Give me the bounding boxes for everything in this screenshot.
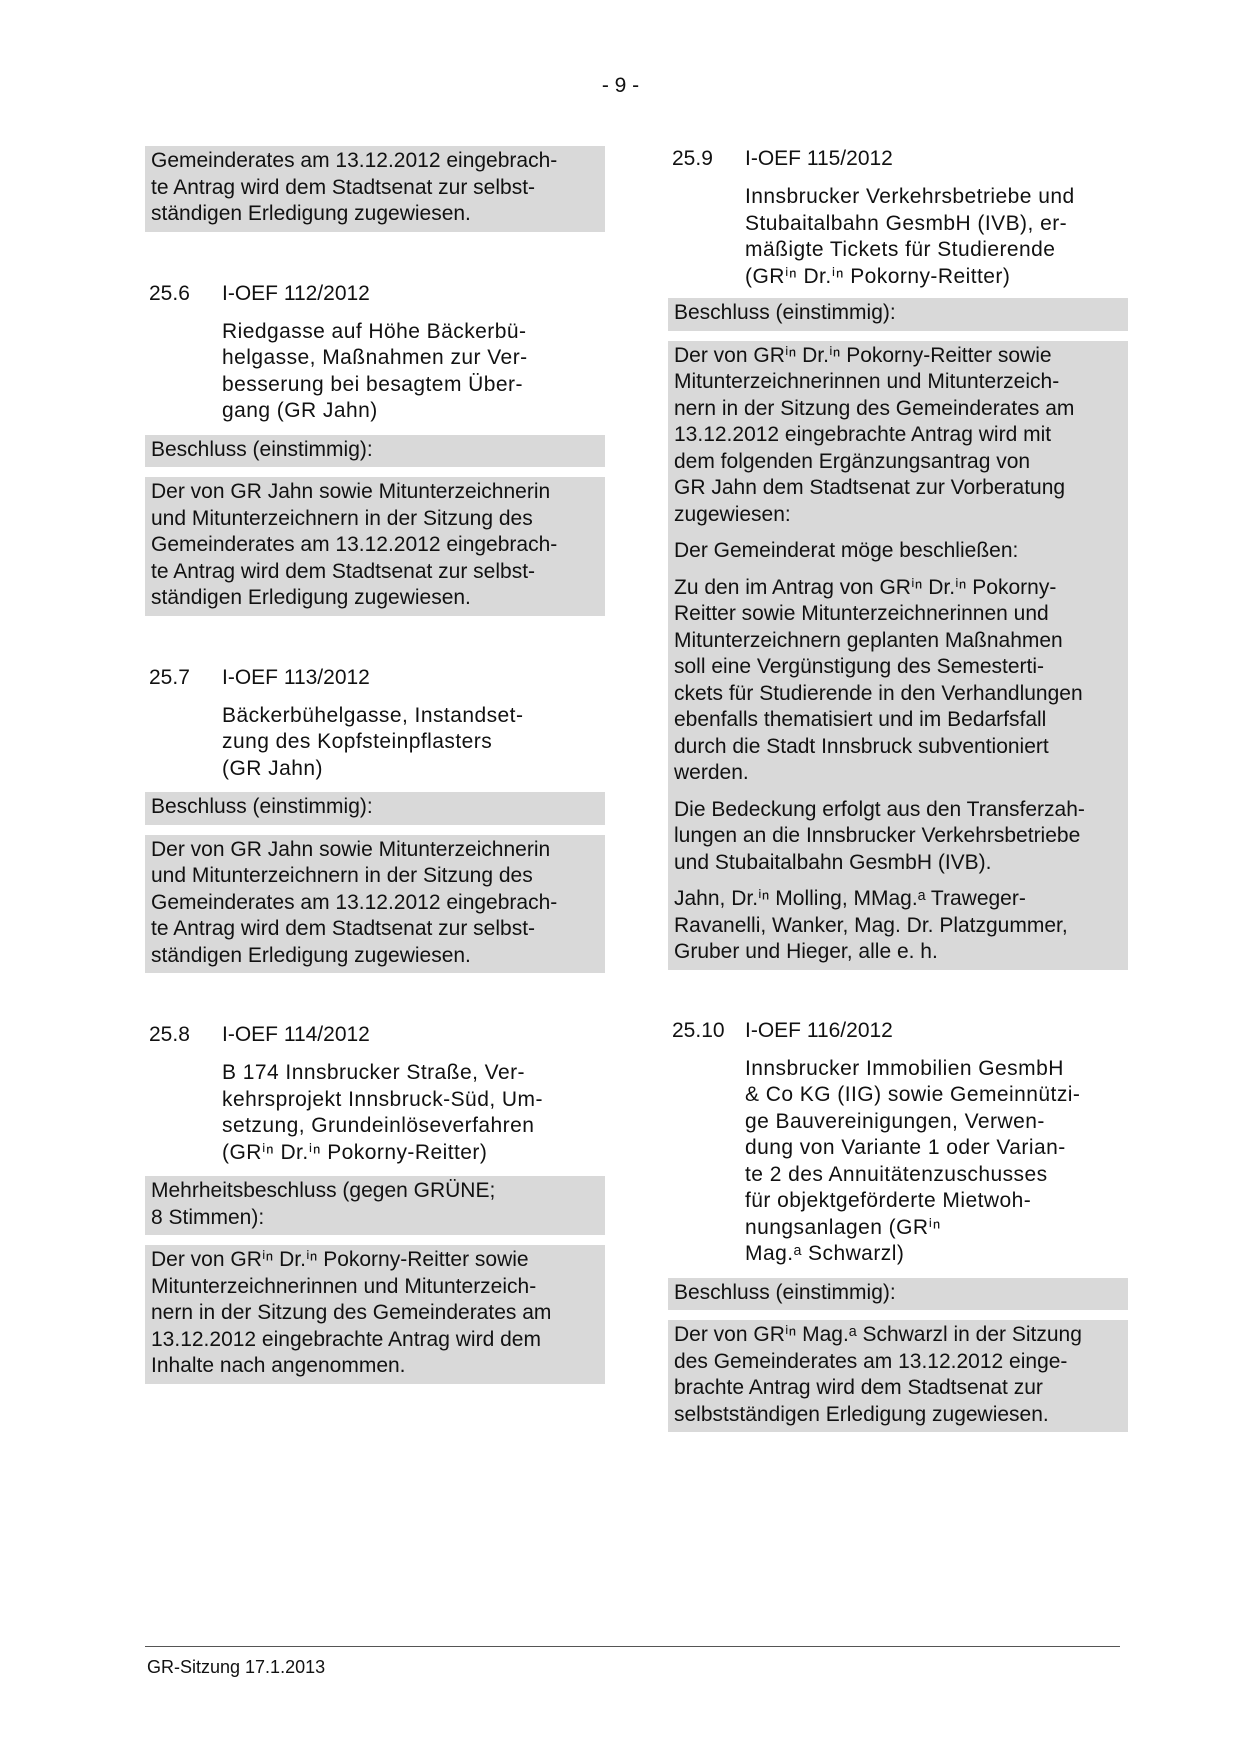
- decision-box: [668, 1278, 1128, 1311]
- decision-paragraph: Der von GRⁱⁿ Dr.ⁱⁿ Pokorny-Reitter sowie Mitunterzeichnerinnen und Mitunterzeich- nern in der Sitzung des Gemeinderates am 13.12.2012 eingebrachte Antrag wird mit dem folgenden Ergänzungsantrag von GR Jahn dem Stadtsenat zur Vorberatung zugewiesen:: [674, 343, 1075, 526]
- decision-box: [668, 298, 1128, 331]
- decision-text: Der von GR Jahn sowie Mitunterzeichnerin und Mitunterzeichnern in der Sitzung des Gemeinderates am 13.12.2012 eingebrach- te Antrag wird dem Stadtsenat zur selbst- ständigen Erledigung zugewiesen.: [151, 837, 558, 967]
- decision-label: Beschluss (einstimmig):: [151, 795, 373, 818]
- item-heading: [668, 1018, 1128, 1044]
- item-code: I-OEF 115/2012: [745, 147, 893, 170]
- decision-text-box: [145, 835, 605, 974]
- decision-text: Der von GRⁱⁿ Mag.ᵃ Schwarzl in der Sitzung des Gemeinderates am 13.12.2012 einge- brachte Antrag wird dem Stadtsenat zur selbstständigen Erledigung zugewiesen.: [674, 1323, 1082, 1426]
- item-code: I-OEF 112/2012: [222, 281, 370, 305]
- item-number: 25.10: [672, 1018, 725, 1042]
- footer-text: GR-Sitzung 17.1.2013: [147, 1657, 326, 1677]
- decision-text-box: [668, 341, 1128, 970]
- footer-divider: [145, 1646, 1120, 1647]
- item-number: 25.6: [149, 281, 190, 305]
- page-number: - 9 -: [601, 74, 640, 97]
- item-title: Bäckerbühelgasse, Instandset- zung des Kopfsteinpflasters (GR Jahn): [222, 703, 524, 780]
- item-number: 25.7: [149, 665, 190, 689]
- item-heading: [145, 1022, 605, 1048]
- item-title: B 174 Innsbrucker Straße, Ver- kehrsprojekt Innsbruck-Süd, Um- setzung, Grundeinlöseverfahren (GRⁱⁿ Dr.ⁱⁿ Pokorny-Reitter): [222, 1061, 543, 1164]
- decision-text-box: [145, 1245, 605, 1384]
- item-title: Innsbrucker Verkehrsbetriebe und Stubaitalbahn GesmbH (IVB), er- mäßigte Tickets für Studierende (GRⁱⁿ Dr.ⁱⁿ Pokorny-Reitter): [745, 185, 1075, 288]
- item-code: I-OEF 113/2012: [222, 665, 370, 689]
- motion-intro: Der Gemeinderat möge beschließen:: [674, 539, 1019, 562]
- item-title: Innsbrucker Immobilien GesmbH & Co KG (IIG) sowie Gemeinnützi- ge Bauvereinigungen, Verwen- dung von Variante 1 oder Varian- te 2 des Annuitätenzuschusses für objektgeförderte Mietwoh- nungsanlagen (GRⁱⁿ Mag.ᵃ Schwarzl): [745, 1056, 1081, 1265]
- item-code: I-OEF 114/2012: [222, 1023, 370, 1046]
- decision-box: [145, 435, 605, 468]
- agenda-item-25-6: [145, 281, 605, 616]
- decision-label: Mehrheitsbeschluss (gegen GRÜNE; 8 Stimmen):: [151, 1179, 496, 1229]
- decision-label: Beschluss (einstimmig):: [674, 1280, 896, 1304]
- funding-text: Die Bedeckung erfolgt aus den Transferzah- lungen an die Innsbrucker Verkehrsbetriebe und Stubaitalbahn GesmbH (IVB).: [674, 797, 1085, 874]
- decision-text-box: [145, 477, 605, 616]
- signatories: Jahn, Dr.ⁱⁿ Molling, MMag.ᵃ Traweger- Ravanelli, Wanker, Mag. Dr. Platzgummer, Gruber und Hieger, alle e. h.: [674, 887, 1068, 963]
- right-column: [668, 146, 1128, 1442]
- decision-box: [145, 792, 605, 825]
- item-code: I-OEF 116/2012: [745, 1018, 893, 1042]
- decision-text-box: [668, 1320, 1128, 1432]
- motion-text: Zu den im Antrag von GRⁱⁿ Dr.ⁱⁿ Pokorny- Reitter sowie Mitunterzeichnerinnen und Mitunterzeichnern geplanten Maßnahmen soll eine Vergünstigung des Semesterti- ckets für Studierende in den Verhandlungen ebenfalls thematisiert und im Bedarfsfall durch die Stadt Innsbruck subventioniert werden.: [674, 575, 1083, 784]
- agenda-item-25-8: [145, 1022, 605, 1384]
- item-number: 25.8: [149, 1023, 190, 1046]
- agenda-item-25-9: [668, 146, 1128, 970]
- left-column: [145, 146, 605, 1394]
- item-heading: [668, 146, 1128, 172]
- continuation-text: Gemeinderates am 13.12.2012 eingebrach- te Antrag wird dem Stadtsenat zur selbst- ständigen Erledigung zugewiesen.: [151, 149, 558, 225]
- decision-label: Beschluss (einstimmig):: [151, 437, 373, 461]
- item-title: Riedgasse auf Höhe Bäckerbü- helgasse, Maßnahmen zur Ver- besserung bei besagtem Über- gang (GR Jahn): [222, 319, 528, 422]
- item-heading: [145, 281, 605, 307]
- decision-label: Beschluss (einstimmig):: [674, 301, 896, 324]
- continuation-box: [145, 146, 605, 232]
- agenda-item-25-7: [145, 665, 605, 974]
- agenda-item-25-10: [668, 1018, 1128, 1433]
- decision-text: Der von GR Jahn sowie Mitunterzeichnerin und Mitunterzeichnern in der Sitzung des Gemeinderates am 13.12.2012 eingebrach- te Antrag wird dem Stadtsenat zur selbst- ständigen Erledigung zugewiesen.: [151, 480, 558, 609]
- decision-box: [145, 1176, 605, 1235]
- item-number: 25.9: [672, 147, 713, 170]
- decision-text: Der von GRⁱⁿ Dr.ⁱⁿ Pokorny-Reitter sowie Mitunterzeichnerinnen und Mitunterzeich- nern in der Sitzung des Gemeinderates am 13.12.2012 eingebrachte Antrag wird dem Inhalte nach angenommen.: [151, 1248, 552, 1377]
- item-heading: [145, 665, 605, 691]
